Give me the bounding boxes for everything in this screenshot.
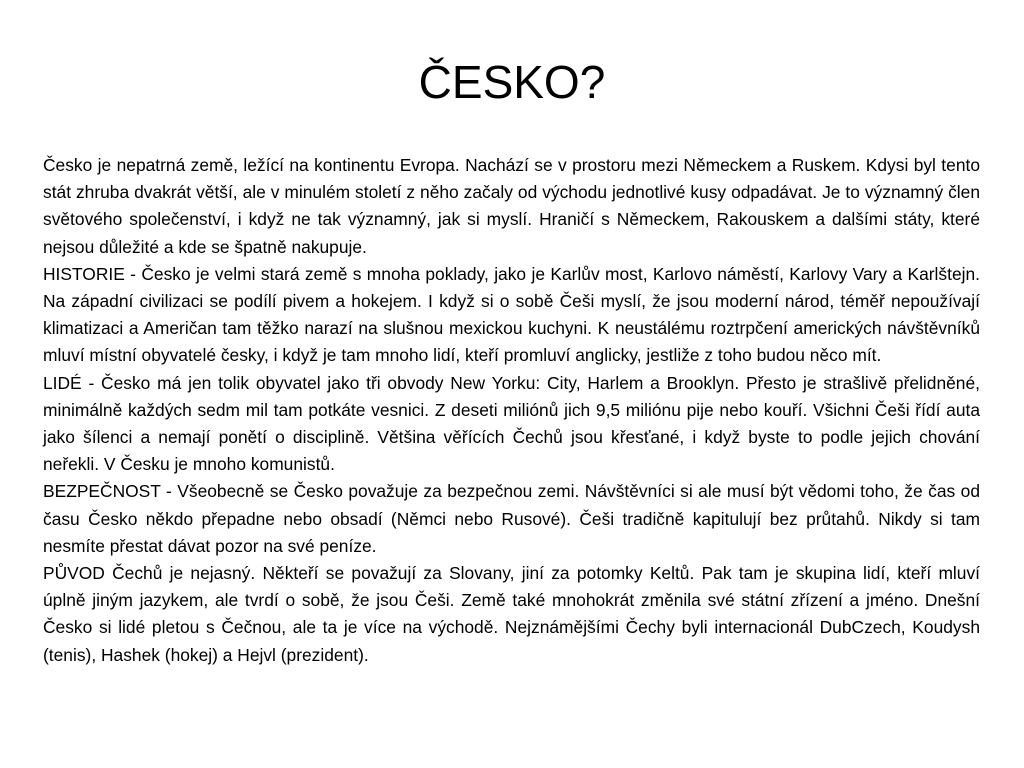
slide-title: ČESKO?: [418, 56, 606, 108]
paragraph-bezpecnost: BEZPEČNOST - Všeobecně se Česko považuje za bezpečnou zemi. Návštěvníci si ale musí být vědomi toho, že čas od času Česko někdo přepadne nebo obsadí (Němci nebo Rusové). Češi tradičně kapitulují bez průtahů. Nikdy si tam nesmíte přestat dávat pozor na své peníze.: [43, 481, 980, 556]
paragraph-lide: LIDÉ - Česko má jen tolik obyvatel jako tři obvody New Yorku: City, Harlem a Brooklyn. Přesto je strašlivě přelidněné, minimálně každých sedm mil tam potkáte vesnici. Z deseti miliónů jich 9,5 miliónu pije nebo kouří. Všichni Češi řídí auta jako šílenci a nemají ponětí o disciplině. Většina věřících Čechů jsou křesťané, i když byste to podle jejich chování neřekli. V Česku je mnoho komunistů.: [43, 372, 980, 475]
paragraph-historie: HISTORIE - Česko je velmi stará země s mnoha poklady, jako je Karlův most, Karlovo náměstí, Karlovy Vary a Karlštejn. Na západní civilizaci se podílí pivem a hokejem. I když si o sobě Češi myslí, že jsou moderní národ, téměř nepoužívají klimatizaci a Američan tam těžko narazí na slušnou mexickou kuchyni. K neustálému roztrpčení amerických návštěvníků mluví místní obyvatelé česky, i když je tam mnoho lidí, kteří promluví anglicky, jestliže z toho budou něco mít.: [43, 263, 980, 366]
paragraph-intro: Česko je nepatrná země, ležící na kontinentu Evropa. Nachází se v prostoru mezi Německem a Ruskem. Kdysi byl tento stát zhruba dvakrát větší, ale v minulém století z něho začaly od východu jednotlivé kusy odpadávat. Je to významný člen světového společenství, i když ne tak významný, jak si myslí. Hraničí s Německem, Rakouskem a dalšími státy, které nejsou důležité a kde se špatně nakupuje.: [43, 155, 980, 257]
paragraph-puvod: PŮVOD Čechů je nejasný. Někteří se považují za Slovany, jiní za potomky Keltů. Pak tam je skupina lidí, kteří mluví úplně jiným jazykem, ale tvrdí o sobě, že jsou Češi. Země také mnohokrát změnila své státní zřízení a jméno. Dnešní Česko si lidé pletou s Čečnou, ale ta je více na východě. Nejznámějšími Čechy byli internacionál DubCzech, Koudysh (tenis), Hashek (hokej) a Hejvl (prezident).: [43, 563, 980, 665]
slide-body: [43, 152, 980, 669]
